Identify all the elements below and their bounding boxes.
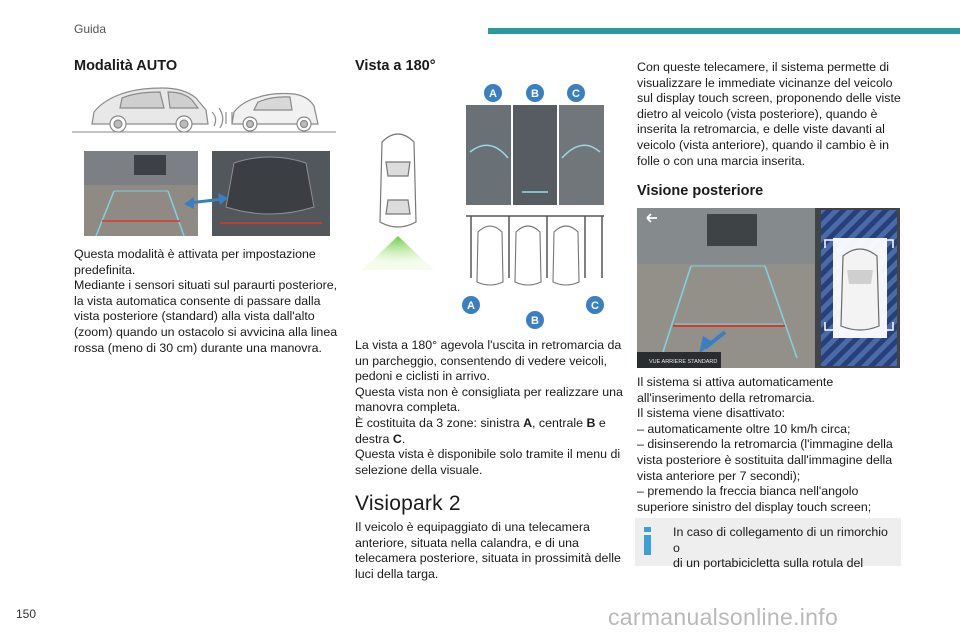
label-c-top: C <box>572 88 580 100</box>
label-b-top: B <box>531 88 539 100</box>
view-180-text: La vista a 180° agevola l'uscita in retromarcia da un parcheggio, consentendo di vedere veicoli, pedoni e ciclisti in arrivo. Questa vista non è consigliata per realizzare una manovra completa. È costituita da 3 zone: sinistra A, centrale B e destra C. Questa vista è disponibile solo tramite il menu di selezione della visuale. <box>355 338 623 477</box>
info-text: In caso di collegamento di un rimorchio o di un portabicicletta sulla rotula del <box>673 525 888 571</box>
rear-view-text: Il sistema si attiva automaticamente all'inserimento della retromarcia. Il sistema viene disattivato: – automaticamente oltre 10 km/h circa; – disinserendo la retromarcia (l'immagine della vista posteriore è sostituita dall'immagine della vista anteriore per 7 secondi); – premendo la freccia bianca nell'angolo superiore sinistro del display touch screen; <box>637 375 893 514</box>
auto-mode-text: Questa modalità è attivata per impostazione predefinita. Mediante i sensori situati sul paraurti posteriore, la vista automatica consente di passare dalla vista posteriore (standard) alla vista dall'alto (zoom) quando un ostacolo si avvicina alla linea rossa (meno di 30 cm) durante una manovra. <box>74 247 338 355</box>
view-180-illustration <box>362 82 612 332</box>
auto-mode-camera-screens <box>84 151 330 236</box>
label-c-bottom: C <box>591 300 599 312</box>
info-box <box>635 518 901 571</box>
visiopark-title: Visiopark 2 <box>355 492 461 515</box>
label-a-top: A <box>489 88 497 100</box>
visiopark-intro-text: Con queste telecamere, il sistema permette di visualizzare le immediate vicinanze del veicolo sul display touch screen, proponendo delle viste dietro al veicolo (vista posteriore), quando è inserita la retromarcia, e delle viste davanti al veicolo (vista anteriore), quando il cambio è in folle o con una marcia inserita. <box>637 60 901 168</box>
heading-vista-180: Vista a 180° <box>355 58 436 74</box>
label-b-bottom: B <box>531 315 539 327</box>
watermark: carmanualsonline.info <box>608 604 839 630</box>
section-color-bar <box>488 28 960 34</box>
auto-mode-cars-illustration <box>72 82 336 136</box>
section-label: Guida <box>74 22 107 36</box>
screen-caption: VUE ARRIERE STANDARD <box>649 359 718 365</box>
heading-modalita-auto: Modalità AUTO <box>74 58 178 74</box>
page-number: 150 <box>16 607 37 621</box>
rear-view-screen <box>637 208 900 368</box>
visiopark-text: Il veicolo è equipaggiato di una telecamera anteriore, situata nella calandra, e di una telecamera posteriore, situata in prossimità delle luci della targa. <box>355 520 621 581</box>
label-a-bottom: A <box>467 300 475 312</box>
heading-visione-posteriore: Visione posteriore <box>637 183 764 199</box>
info-icon <box>643 527 652 555</box>
